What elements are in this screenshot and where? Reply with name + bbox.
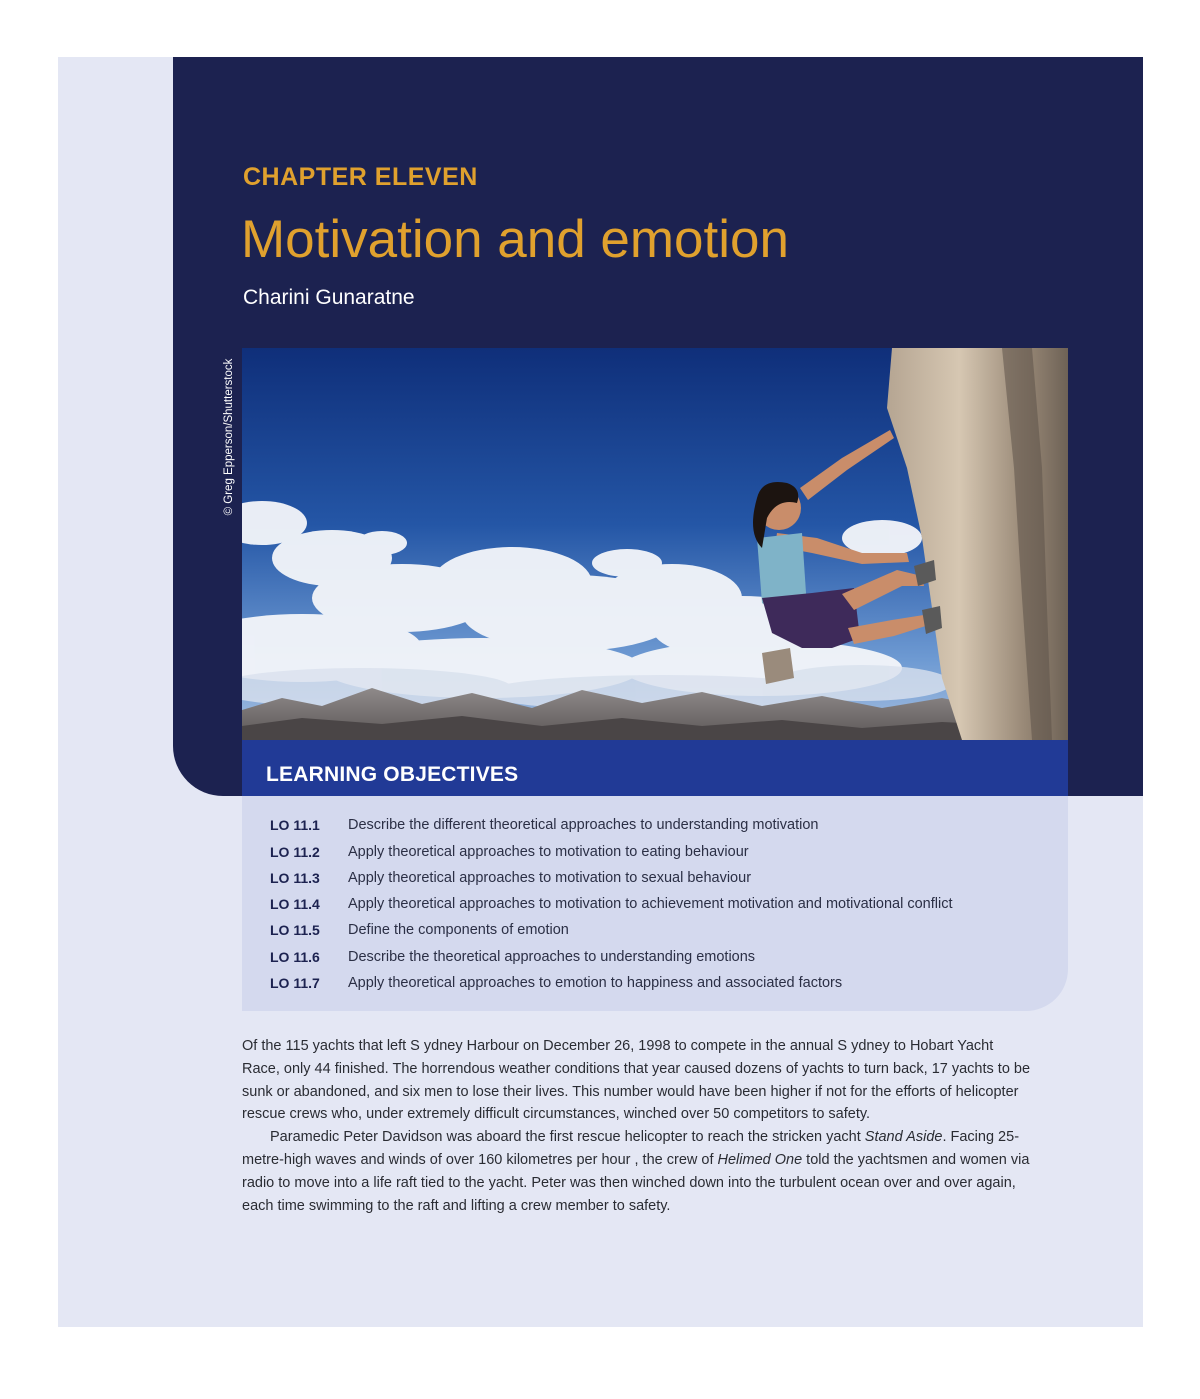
yacht-name: Stand Aside: [864, 1129, 943, 1146]
list-item: [270, 971, 842, 995]
list-item: [270, 918, 569, 942]
list-item: [270, 866, 751, 890]
photo-credit-text: © Greg Epperson/Shutterstock: [223, 358, 235, 516]
learning-objectives-list: [242, 796, 1068, 1011]
lo-description: Apply theoretical approaches to emotion to happiness and associated factors: [348, 975, 843, 991]
list-item: [270, 840, 749, 864]
lo-description: Describe the theoretical approaches to understanding emotions: [348, 949, 756, 965]
lo-code: LO 11.1: [270, 817, 320, 833]
helicopter-name: Helimed One: [717, 1151, 803, 1168]
lo-code: LO 11.6: [270, 949, 320, 965]
lo-description: Describe the different theoretical approaches to understanding motivation: [348, 817, 819, 833]
list-item: [270, 892, 953, 916]
list-item: [270, 813, 818, 837]
learning-objectives-header: [242, 740, 1068, 796]
body-paragraph: [242, 1126, 1032, 1217]
chapter-label: CHAPTER ELEVEN: [243, 163, 478, 191]
chapter-intro-text: [242, 1035, 1032, 1217]
body-text-run: Paramedic Peter Davidson was aboard the first rescue helicopter to reach the stricken yacht: [270, 1129, 865, 1146]
chapter-author: Charini Gunaratne: [243, 286, 415, 309]
lo-description: Apply theoretical approaches to motivation to achievement motivation and motivational conflict: [348, 896, 953, 912]
body-text-run: told the yachtsmen and women via radio to move into a life raft tied to the yacht. Peter was then winched down into the turbulent ocean over and over again, each time swimming to the raft and lifting a crew member to safety.: [242, 1151, 1030, 1214]
lo-code: LO 11.5: [270, 922, 320, 938]
lo-code: LO 11.3: [270, 870, 320, 886]
lo-description: Define the components of emotion: [348, 922, 569, 938]
body-text-run: . Facing 25-metre-high waves and winds of over 160 kilometres per hour , the crew of: [242, 1129, 1020, 1168]
hero-image: [242, 348, 1068, 740]
learning-objectives-heading: LEARNING OBJECTIVES: [266, 763, 519, 786]
lo-description: Apply theoretical approaches to motivation to eating behaviour: [348, 844, 749, 860]
body-paragraph: Of the 115 yachts that left S ydney Harbour on December 26, 1998 to compete in the annual S ydney to Hobart Yacht Race, only 44 finished. The horrendous weather conditions that year caused dozens of yachts to turn back, 17 yachts to be sunk or abandoned, and six men to lose their lives. This number would have been higher if not for the efforts of helicopter rescue crews who, under extremely difficult circumstances, winched over 50 competitors to safety.: [242, 1038, 1031, 1123]
chapter-title: Motivation and emotion: [241, 210, 789, 269]
lo-code: LO 11.7: [270, 975, 320, 991]
lo-code: LO 11.2: [270, 844, 320, 860]
lo-code: LO 11.4: [270, 896, 320, 912]
list-item: [270, 945, 755, 969]
lo-description: Apply theoretical approaches to motivation to sexual behaviour: [348, 870, 752, 886]
